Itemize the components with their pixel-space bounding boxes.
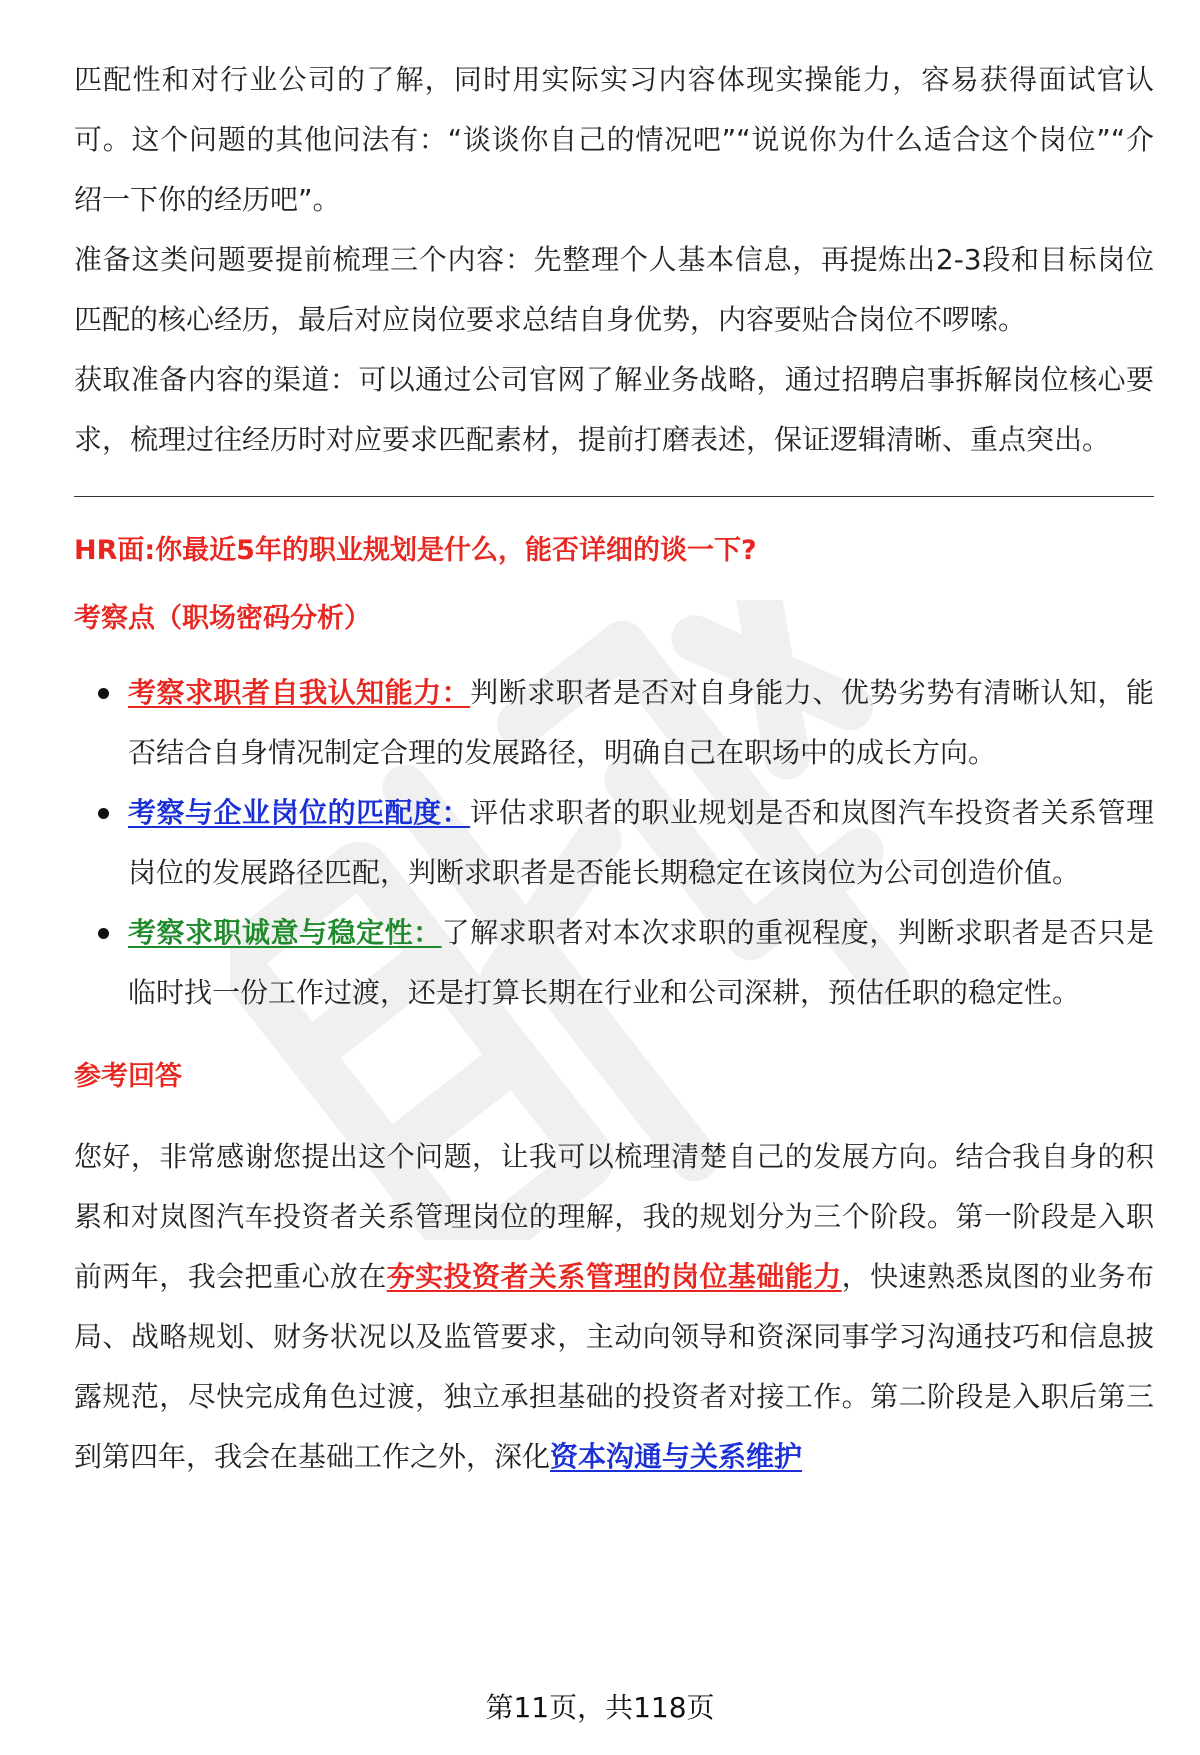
answer-highlight: 资本沟通与关系维护 — [550, 1440, 803, 1473]
point-text: 判断求职者是否对自身能力、优势劣势有清晰认知，能否结合自身情况制定合理的发展路径，明确自己在职场中的成长方向。 — [128, 676, 1154, 769]
intro-paragraph: 准备这类问题要提前梳理三个内容：先整理个人基本信息，再提炼出2-3段和目标岗位匹配的核心经历，最后对应岗位要求总结自身优势，内容要贴合岗位不啰嗦。 — [74, 243, 1154, 336]
interview-question: HR面:你最近5年的职业规划是什么，能否详细的谈一下? — [74, 535, 757, 566]
page-number: 第11页，共118页 — [485, 1691, 715, 1724]
point-keyword: 考察求职诚意与稳定性： — [128, 916, 442, 949]
point-keyword: 考察求职者自我认知能力： — [128, 676, 471, 709]
intro-paragraph: 匹配性和对行业公司的了解，同时用实际实习内容体现实操能力，容易获得面试官认可。这个问题的其他问法有：“谈谈你自己的情况吧”“说说你为什么适合这个岗位”“介绍一下你的经历吧”。 — [74, 63, 1154, 216]
document-page — [74, 50, 1154, 1487]
answer-highlight: 夯实投资者关系管理的岗位基础能力 — [386, 1260, 842, 1293]
bullet-icon — [98, 688, 109, 699]
section-divider — [74, 496, 1154, 497]
point-text: 评估求职者的职业规划是否和岚图汽车投资者关系管理岗位的发展路径匹配，判断求职者是否能长期稳定在该岗位为公司创造价值。 — [128, 796, 1154, 889]
analysis-heading: 考察点（职场密码分析） — [74, 603, 371, 634]
answer-heading: 参考回答 — [74, 1061, 182, 1092]
analysis-points-list — [74, 663, 1154, 1023]
list-item — [74, 663, 1154, 783]
answer-text: 您好，非常感谢您提出这个问题，让我可以梳理清楚自己的发展方向。结合我自身的积累和对岚图汽车投资者关系管理岗位的理解，我的规划分为三个阶段。第一阶段是入职前两年，我会把重心放在 — [74, 1140, 1154, 1293]
point-keyword: 考察与企业岗位的匹配度： — [128, 796, 471, 829]
answer-paragraph — [74, 1127, 1154, 1487]
point-text: 了解求职者对本次求职的重视程度，判断求职者是否只是临时找一份工作过渡，还是打算长期在行业和公司深耕，预估任职的稳定性。 — [128, 916, 1154, 1009]
intro-paragraph: 获取准备内容的渠道：可以通过公司官网了解业务战略，通过招聘启事拆解岗位核心要求，梳理过往经历时对应要求匹配素材，提前打磨表述，保证逻辑清晰、重点突出。 — [74, 363, 1154, 456]
bullet-icon — [98, 928, 109, 939]
bullet-icon — [98, 808, 109, 819]
answer-text: ，快速熟悉岚图的业务布局、战略规划、财务状况以及监管要求，主动向领导和资深同事学习沟通技巧和信息披露规范，尽快完成角色过渡，独立承担基础的投资者对接工作。第二阶段是入职后第三到第四年，我会在基础工作之外，深化 — [74, 1260, 1154, 1473]
list-item — [74, 903, 1154, 1023]
list-item — [74, 783, 1154, 903]
